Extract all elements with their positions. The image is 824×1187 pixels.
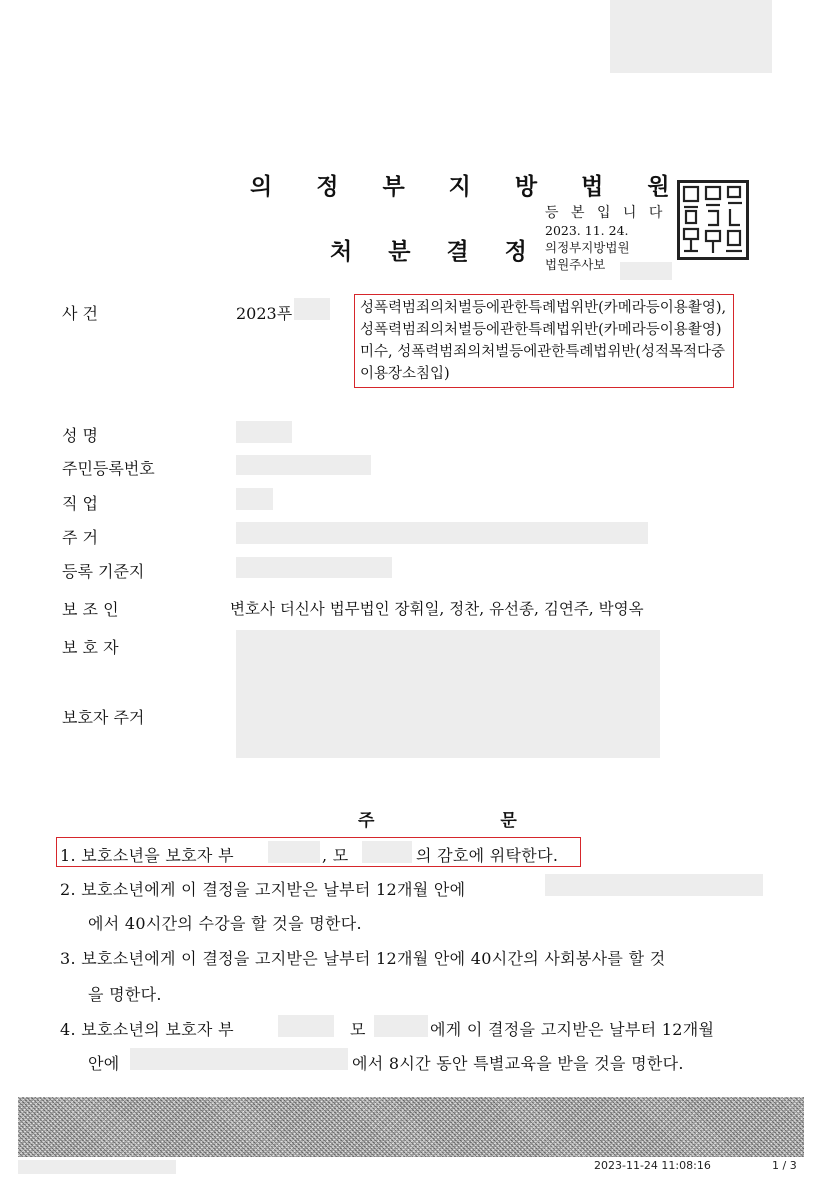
redacted-guardian-info: [236, 630, 660, 758]
security-noise-strip: [18, 1097, 804, 1157]
certified-officer: 법원주사보: [545, 257, 606, 272]
order-2-part-b: 에서 40시간의 수강을 할 것을 명한다.: [88, 914, 362, 933]
order-1-part-c: 의 감호에 위탁한다.: [416, 846, 559, 865]
order-4-part-b: 모: [350, 1020, 366, 1039]
redacted-case-number: [294, 298, 330, 320]
order-2-part-a: 2. 보호소년에게 이 결정을 고지받은 날부터 12개월 안에: [60, 880, 466, 899]
court-seal: [677, 180, 749, 260]
guardian-address-label: 보호자 주거: [62, 708, 145, 727]
redacted-officer-name: [620, 262, 672, 280]
redacted-father-name-2: [278, 1015, 334, 1037]
order-4-part-c: 에게 이 결정을 고지받은 날부터 12개월: [430, 1020, 715, 1039]
redacted-mother-name: [362, 841, 412, 863]
redacted-header-block: [610, 0, 772, 73]
redacted-mother-name-2: [374, 1015, 428, 1037]
assistant-value: 변호사 더신사 법무법인 장휘일, 정찬, 유선종, 김연주, 박영옥: [230, 600, 644, 618]
redacted-occupation: [236, 488, 273, 510]
occupation-label: 직 업: [62, 494, 98, 513]
charge-highlight-box: [354, 294, 734, 388]
orders-title: 주 문: [358, 811, 577, 831]
case-label: 사 건: [62, 304, 98, 323]
certified-court: 의정부지방법원: [545, 240, 630, 255]
order-4-part-d: 안에: [88, 1054, 120, 1073]
assistant-label: 보 조 인: [62, 600, 119, 619]
name-label: 성 명: [62, 426, 98, 445]
order-3-part-b: 을 명한다.: [88, 985, 162, 1004]
redacted-footer-id: [18, 1160, 176, 1174]
court-name: 의 정 부 지 방 법 원: [250, 173, 688, 200]
guardian-label: 보 호 자: [62, 638, 119, 657]
order-1-part-b: , 모: [322, 846, 349, 865]
rrn-label: 주민등록번호: [62, 459, 155, 478]
order-4-part-a: 4. 보호소년의 보호자 부: [60, 1020, 234, 1039]
case-number: 2023푸: [236, 304, 293, 323]
redacted-registry: [236, 557, 392, 578]
registry-label: 등록 기준지: [62, 562, 145, 581]
order-3-part-a: 3. 보호소년에게 이 결정을 고지받은 날부터 12개월 안에 40시간의 사회봉사를 할 것: [60, 949, 666, 968]
redacted-rrn: [236, 455, 371, 475]
print-timestamp: 2023-11-24 11:08:16: [594, 1159, 711, 1172]
order-4-part-e: 에서 8시간 동안 특별교육을 받을 것을 명한다.: [352, 1054, 684, 1073]
redacted-father-name: [268, 841, 320, 863]
redacted-address: [236, 522, 648, 544]
redacted-program-name: [545, 874, 763, 896]
redacted-education-center: [130, 1048, 348, 1070]
certified-copy-label: 등 본 입 니 다: [545, 205, 667, 221]
certified-date: 2023. 11. 24.: [545, 223, 629, 238]
seal-glyphs: [680, 183, 746, 257]
charge-text: 성폭력범죄의처벌등에관한특례법위반(카메라등이용촬영), 성폭력범죄의처벌등에관한특례법위반(카메라등이용촬영)미수, 성폭력범죄의처벌등에관한특례법위반(성적목적다중이용장소침입): [360, 300, 727, 382]
redacted-name: [236, 421, 292, 443]
page-number: 1 / 3: [772, 1159, 797, 1172]
address-label: 주 거: [62, 528, 98, 547]
document-title: 처 분 결 정: [330, 238, 541, 265]
order-1-part-a: 1. 보호소년을 보호자 부: [60, 846, 234, 865]
